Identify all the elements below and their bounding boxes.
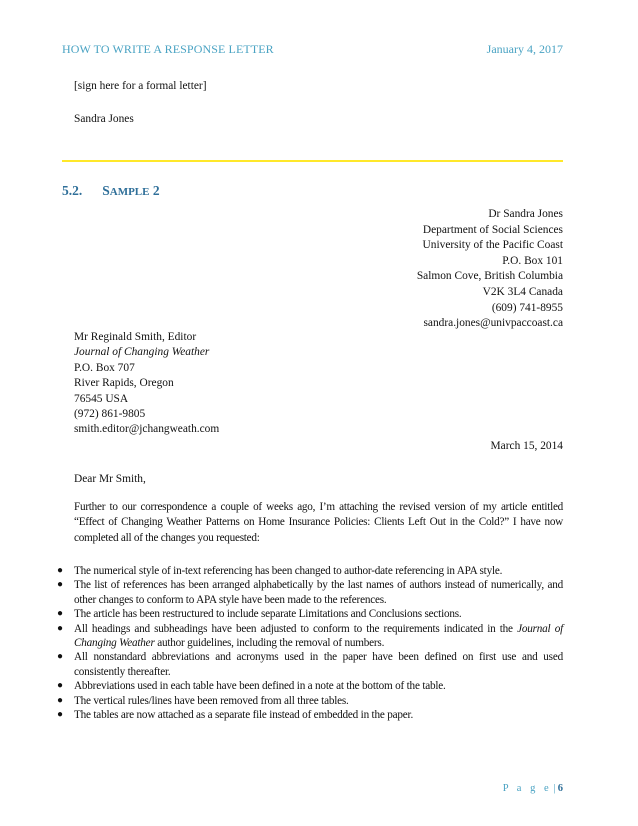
bullet-icon: ● <box>57 622 63 634</box>
recipient-name: Mr Reginald Smith, Editor <box>74 331 197 343</box>
bullet-icon: ● <box>57 608 63 620</box>
list-item <box>55 622 563 651</box>
list-item-text: All nonstandard abbreviations and acronyms used in the paper have been defined on first use and used consistently thereafter. <box>74 651 563 678</box>
list-item <box>55 607 563 621</box>
recipient-address-block <box>74 330 219 438</box>
sender-postal: V2K 3L4 Canada <box>482 285 563 298</box>
list-item-text: The tables are now attached as a separate file instead of embedded in the paper. <box>74 709 414 722</box>
page-number: 6 <box>557 783 563 794</box>
sender-phone: (609) 741-8955 <box>491 301 563 314</box>
journal-name: Journal of Changing Weather <box>74 622 563 650</box>
running-header-date: January 4, 2017 <box>486 42 563 56</box>
list-item <box>55 564 563 578</box>
list-item-text: author guidelines, including the removal of numbers. <box>154 637 385 650</box>
page-label: P a g e <box>502 783 552 794</box>
salutation: Dear Mr Smith, <box>74 473 146 485</box>
bullet-icon: ● <box>57 651 63 663</box>
list-item-text: The article has been restructured to include separate Limitations and Conclusions sections. <box>74 608 462 621</box>
section-title-initial: S <box>102 183 110 198</box>
recipient-journal: Journal of Changing Weather <box>74 346 210 359</box>
section-title-rest: AMPLE <box>109 186 150 198</box>
bullet-icon: ● <box>57 565 63 576</box>
sender-department: Department of Social Sciences <box>422 223 563 236</box>
recipient-postal: 76545 USA <box>74 392 129 405</box>
list-item-text: Abbreviations used in each table have been defined in a note at the bottom of the table. <box>74 680 446 693</box>
list-item-text: The numerical style of in-text referencing has been changed to author-date referencing in APA style. <box>74 565 503 577</box>
signature-name: Sandra Jones <box>74 113 134 125</box>
list-item-text: All headings and subheadings have been adjusted to conform to the requirements indicated in the <box>74 622 518 635</box>
recipient-email: smith.editor@jchangweath.com <box>74 423 220 436</box>
recipient-po-box: P.O. Box 707 <box>74 361 135 374</box>
page-separator: | <box>553 783 556 794</box>
recipient-city: River Rapids, Oregon <box>74 377 174 390</box>
bullet-icon: ● <box>57 709 63 721</box>
page-footer <box>503 783 563 794</box>
section-title-suffix: 2 <box>149 183 160 198</box>
list-item <box>55 650 563 679</box>
sender-name: Dr Sandra Jones <box>488 208 563 220</box>
sender-email: sandra.jones@univpaccoast.ca <box>423 317 563 330</box>
intro-paragraph: Further to our correspondence a couple of weeks ago, I’m attaching the revised version of my article entitled “Effect of Changing Weather Patterns on Home Insurance Policies: Clients Left Out in the Cold?” I have now completed all of the changes you requested: <box>74 501 563 544</box>
letter-date: March 15, 2014 <box>490 440 563 452</box>
bullet-icon: ● <box>57 579 63 591</box>
section-divider <box>62 160 563 162</box>
running-header-title: HOW TO WRITE A RESPONSE LETTER <box>62 42 274 56</box>
sender-address-block <box>417 207 563 332</box>
list-item <box>55 708 563 722</box>
section-number: 5.2. <box>62 183 83 198</box>
sender-po-box: P.O. Box 101 <box>502 254 563 267</box>
list-item-text: The list of references has been arranged alphabetically by the last names of authors instead of numerically, and other changes to conform to APA style have been made to the references. <box>74 579 563 606</box>
list-item <box>55 694 563 708</box>
list-item <box>55 679 563 693</box>
sign-here-note: [sign here for a formal letter] <box>74 80 207 92</box>
section-heading <box>62 183 160 199</box>
recipient-phone: (972) 861-9805 <box>74 408 146 421</box>
list-item <box>55 578 563 607</box>
bullet-icon: ● <box>57 694 63 706</box>
sender-university: University of the Pacific Coast <box>422 239 563 252</box>
changes-list <box>55 564 563 722</box>
bullet-icon: ● <box>57 680 63 692</box>
list-item-text: The vertical rules/lines have been removed from all three tables. <box>74 694 349 707</box>
sender-city: Salmon Cove, British Columbia <box>416 270 563 283</box>
